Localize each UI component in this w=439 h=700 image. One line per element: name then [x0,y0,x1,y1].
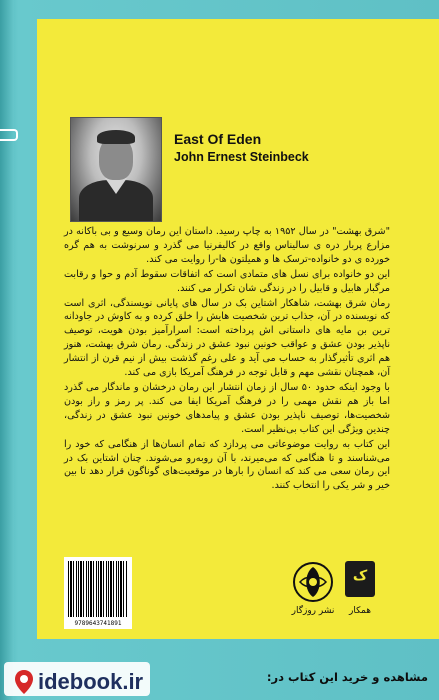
idebook-logo[interactable] [4,662,150,696]
rozgar-logo-icon [292,561,334,603]
description-paragraph: رمان شرق بهشت، شاهکار اشتاین بک در سال های پایانی نویسندگی، اثری است که نویسنده در آن، جذاب ترین شخصیت هایش را خلق کرده و به کاوش در جاودانه ترین بن مایه های داستانی اش پرداخته است: اسرارآمیز بودن هویت، توصیف ناپذیر بودن عشق و عواقب خونین نبود عشق در زندگی. رمان شرق بهشت، هنوز هم اثری تأثیرگذار به حساب می آید و علی رغم گذشت بیش از نیم قرن از انتشار آن، همچنان نقشی مهم و قابل توجه در فرهنگ آمریکا بازی می کند. [64,297,390,379]
side-mark-icon [0,129,18,141]
watermark-strip [0,658,439,700]
isbn-number: 9789643741891 [74,620,122,627]
barcode-bars [68,561,128,617]
hamkar-logo-icon [345,561,375,597]
author-photo-hair [97,130,135,144]
location-pin-icon [14,669,34,695]
barcode [64,557,132,629]
idebook-brand[interactable]: idebook.ir [38,669,144,694]
description-paragraph: این دو خانواده برای نسل های متمادی است که اتفاقات سقوط آدم و حوا و رقابت مرگبار هابیل و قابیل را در زندگی شان تکرار می کنند. [64,268,390,294]
hamkar-logo-glyph: ک [352,568,368,584]
publisher-label-hamkar: همکار [348,606,371,616]
book-title: East Of Eden [174,131,262,147]
spine-edge [0,0,14,700]
author-photo [70,117,162,222]
description-paragraph: با وجود اینکه حدود ۵۰ سال از زمان انتشار این رمان درخشان و ماندگار می گذرد اما باز هم نقش مهمی را در فرهنگ آمریکا ایفا می کند. پر رمز و راز بودن شخصیت‌ها، توصیف ناپذیر بودن عشق و پیامدهای خونین نبود عشق در زندگی، چندین ویژگی این کتاب بی‌نظیر است. [64,381,390,435]
description-paragraph: "شرق بهشت" در سال ۱۹۵۲ به چاپ رسید. داستان این رمان وسیع و بی باکانه در مزارع پربار دره ی سالیناس واقع در کالیفرنیا می گذرد و سرنوشت به هم گره خورده ی دو خانواده-ترسک ها و همیلتون ها-را روایت می کند. [64,226,390,265]
publisher-label-rozgar: نشر روزگار [291,606,335,616]
author-name: John Ernest Steinbeck [174,150,309,164]
description-paragraph: این کتاب به روایت موضوعاتی می پردازد که تمام انسان‌ها از هنگامی که خود را می‌شناسند و تا هنگامی که می‌میرند، با آن روبه‌رو می‌شوند. چنان اشتاین بک در این رمان سعی می کند که انسان را بارها در موقعیت‌های گوناگون قرار دهد تا بین خیر و شر یکی را انتخاب کنند. [64,438,390,492]
description-text [64,225,390,494]
watermark-text: مشاهده و خرید این کتاب در: [266,670,428,684]
